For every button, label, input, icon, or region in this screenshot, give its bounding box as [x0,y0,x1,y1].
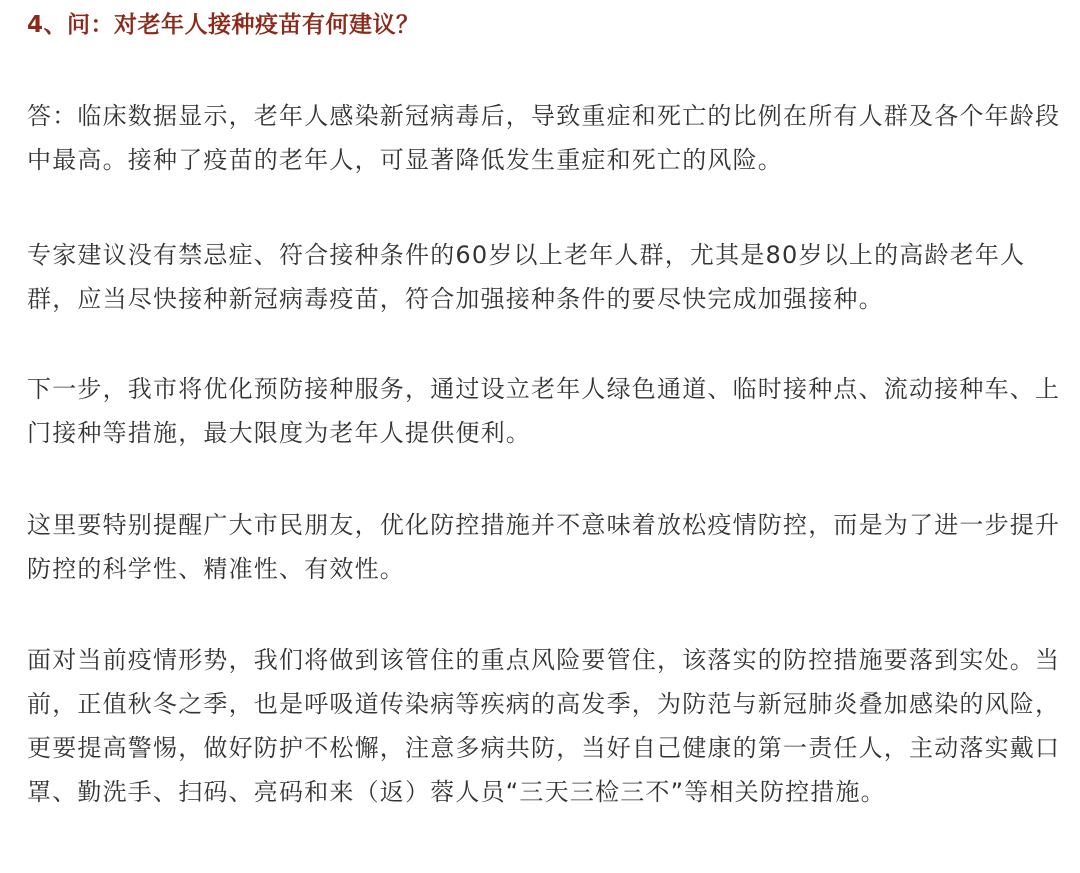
answer-paragraph-clinical-data: 答：临床数据显示，老年人感染新冠病毒后，导致重症和死亡的比例在所有人群及各个年龄段中最高。接种了疫苗的老年人，可显著降低发生重症和死亡的风险。 [27,102,1061,174]
answer-paragraph-next-step: 下一步，我市将优化预防接种服务，通过设立老年人绿色通道、临时接种点、流动接种车、上门接种等措施，最大限度为老年人提供便利。 [27,375,1061,447]
answer-paragraph-prevention-measures: 面对当前疫情形势，我们将做到该管住的重点风险要管住，该落实的防控措施要落到实处。当前，正值秋冬之季，也是呼吸道传染病等疾病的高发季，为防范与新冠肺炎叠加感染的风险，更要提高警惕，做好防护不松懈，注意多病共防，当好自己健康的第一责任人，主动落实戴口罩、勤洗手、扫码、亮码和来（返）蓉人员“三天三检三不”等相关防控措施。 [27,646,1061,806]
answer-paragraph-reminder: 这里要特别提醒广大市民朋友，优化防控措施并不意味着放松疫情防控，而是为了进一步提升防控的科学性、精准性、有效性。 [27,511,1061,583]
answer-paragraph-expert-advice: 专家建议没有禁忌症、符合接种条件的60岁以上老年人群，尤其是80岁以上的高龄老年人群，应当尽快接种新冠病毒疫苗，符合加强接种条件的要尽快完成加强接种。 [27,241,1026,313]
question-heading: 4、问：对老年人接种疫苗有何建议？ [27,12,420,38]
